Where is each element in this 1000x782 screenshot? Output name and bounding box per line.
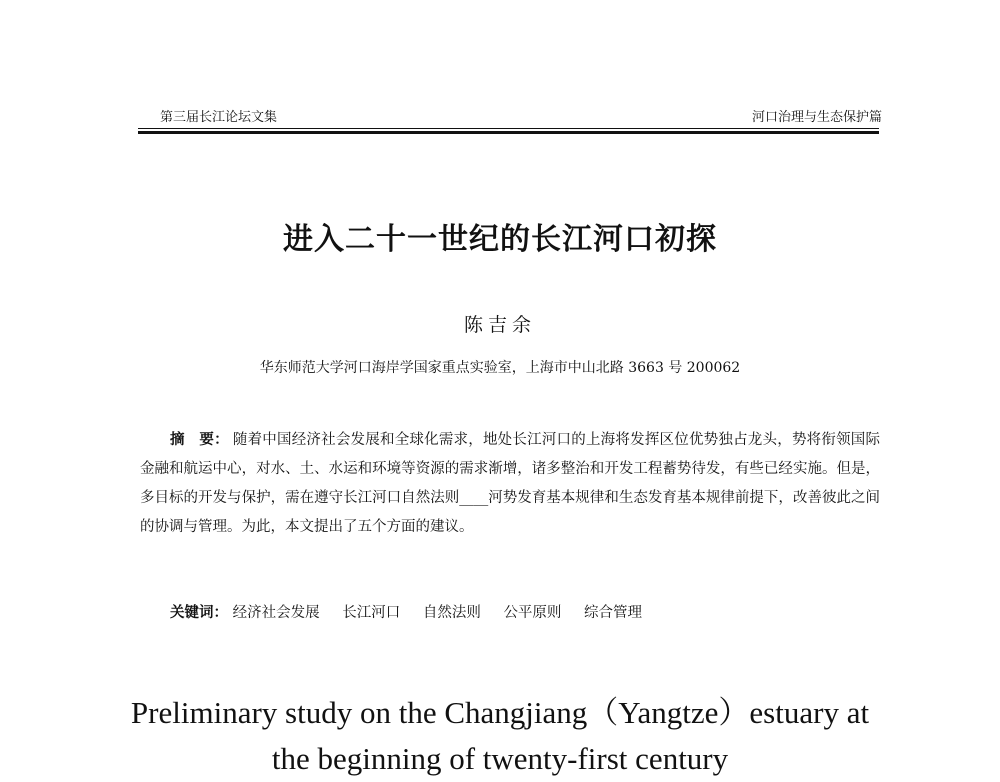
header-rule-thin <box>138 128 879 129</box>
author-name: 陈吉余 <box>463 314 536 336</box>
author-affiliation: 华东师范大学河口海岸学国家重点实验室，上海市中山北路 3663 号 200062 <box>259 360 741 376</box>
paper-title: 进入二十一世纪的长江河口初探 <box>283 222 717 257</box>
english-title-line-1: Preliminary study on the Changjiang（Yangtze）estuary at <box>130 695 870 730</box>
abstract-text: 随着中国经济社会发展和全球化需求，地处长江河口的上海将发挥区位优势独占龙头，势将衔领国际金融和航运中心，对水、土、水运和环境等资源的需求渐增，诸多整治和开发工程蓄势待发，有些已经实施。但是，多目标的开发与保护，需在遵守长江河口自然法则____河势发育基本规律和生态发育基本规律前提下，改善彼此之间的协调与管理。为此，本文提出了五个方面的建议。 <box>140 432 881 535</box>
english-title-line-2: the beginning of twenty-first century <box>271 741 729 776</box>
keyword-item: 经济社会发展 <box>232 605 320 621</box>
english-title <box>0 690 1000 782</box>
running-header-right: 河口治理与生态保护篇 <box>751 110 882 125</box>
abstract-label: 摘 要： <box>170 431 229 448</box>
keyword-item: 长江河口 <box>342 605 401 621</box>
keyword-item: 综合管理 <box>584 605 643 621</box>
keyword-item: 公平原则 <box>503 605 562 621</box>
abstract <box>140 425 880 542</box>
keywords-label: 关键词： <box>170 604 228 621</box>
header-rule-thick <box>138 131 879 134</box>
keyword-item: 自然法则 <box>422 605 481 621</box>
keywords <box>170 600 660 626</box>
running-header-left: 第三届长江论坛文集 <box>160 110 278 125</box>
